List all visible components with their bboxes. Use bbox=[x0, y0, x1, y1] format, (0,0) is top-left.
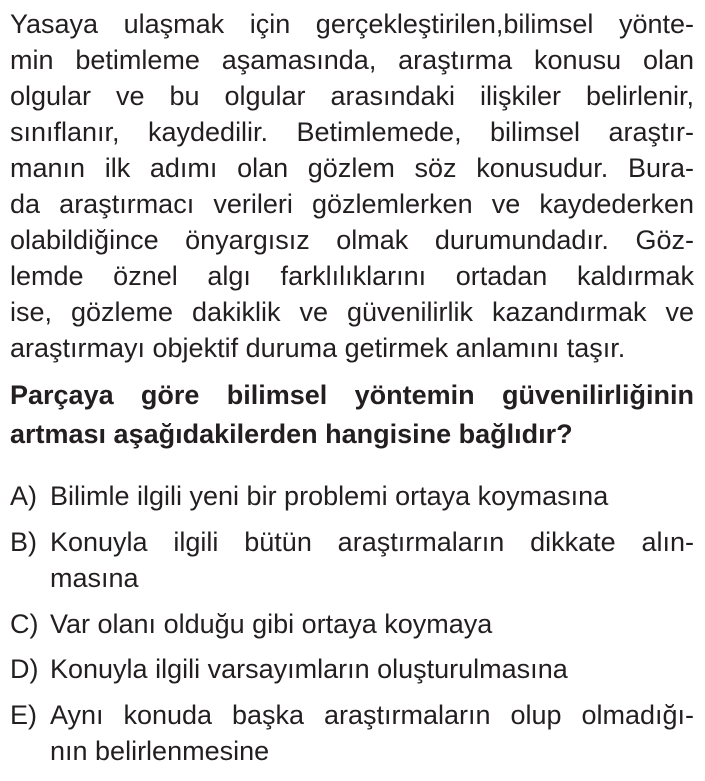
option-letter: E) bbox=[10, 700, 37, 730]
question-line: Parçaya göre bilimsel yöntemin güvenilirliğinin bbox=[10, 380, 694, 410]
passage-line: da araştırmacı verileri gözlemlerken ve kaydederken bbox=[10, 189, 694, 219]
option-letter: A) bbox=[10, 481, 37, 511]
passage-line: araştırmayı objektif duruma getirmek anlamını taşır. bbox=[10, 333, 626, 363]
passage-line: ise, gözleme dakiklik ve güvenilirlik kazandırmak ve bbox=[10, 297, 694, 327]
option-letter: B) bbox=[10, 527, 37, 557]
option-text: Var olanı olduğu gibi ortaya koymaya bbox=[50, 609, 493, 639]
passage-line: manın ilk adımı olan gözlem söz konusudur. Bura- bbox=[10, 153, 694, 183]
passage-line: olgular ve bu olgular arasındaki ilişkiler belirlenir, bbox=[10, 81, 694, 111]
passage-line: olabildiğince önyargısız olmak durumundadır. Göz- bbox=[10, 225, 694, 255]
option-text: Konuyla ilgili varsayımların oluşturulmasına bbox=[50, 654, 568, 684]
passage-line: min betimleme aşamasında, araştırma konusu olan bbox=[10, 45, 694, 75]
question-line: artması aşağıdakilerden hangisine bağlıdır? bbox=[10, 419, 573, 449]
option-text-continued: nın belirlenmesine bbox=[50, 736, 270, 766]
passage-line: Yasaya ulaşmak için gerçekleştirilen,bilimsel yönte- bbox=[10, 9, 694, 39]
option-letter: C) bbox=[10, 609, 39, 639]
option-text: Aynı konuda başka araştırmaların olup olmadığı- bbox=[50, 700, 694, 730]
option-letter: D) bbox=[10, 654, 39, 684]
passage-line: sınıflanır, kaydedilir. Betimlemede, bilimsel araştır- bbox=[10, 117, 694, 147]
option-text: Bilimle ilgili yeni bir problemi ortaya koymasına bbox=[50, 481, 609, 511]
option-text: Konuyla ilgili bütün araştırmaların dikkate alın- bbox=[50, 527, 694, 557]
option-text-continued: masına bbox=[50, 563, 139, 593]
passage-line: lemde öznel algı farklılıklarını ortadan kaldırmak bbox=[10, 261, 694, 291]
